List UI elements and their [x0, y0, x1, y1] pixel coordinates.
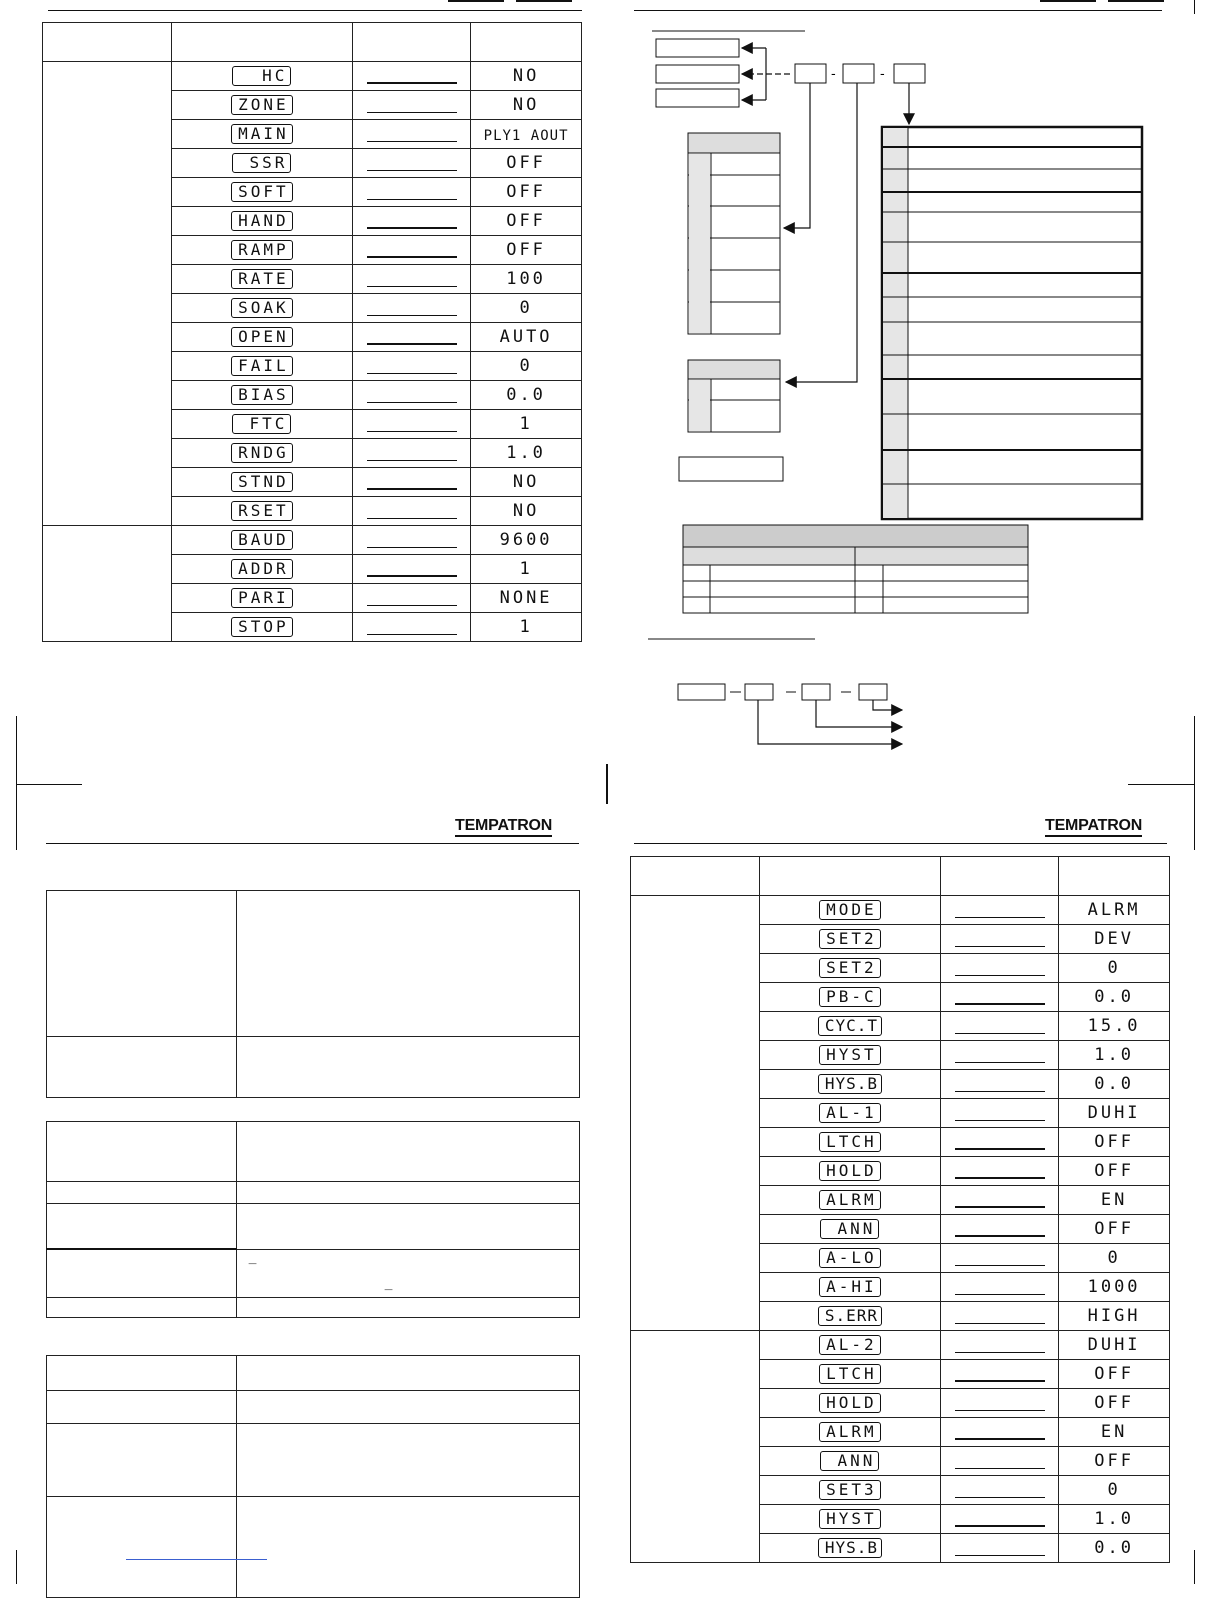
- user-setting-blank[interactable]: [955, 1050, 1045, 1063]
- spec-table-3: [46, 1355, 580, 1598]
- user-setting-blank[interactable]: [955, 1456, 1045, 1469]
- user-setting-blank[interactable]: [367, 158, 457, 171]
- header-tab-1: [448, 0, 504, 2]
- lcd-code: PB-C: [819, 987, 881, 1007]
- lcd-code: HYST: [819, 1045, 881, 1065]
- lcd-code: MAIN: [231, 124, 293, 144]
- user-setting-blank[interactable]: [955, 1398, 1045, 1411]
- lcd-code: ZONE: [231, 95, 293, 115]
- default-value: 1: [519, 414, 533, 434]
- lcd-code: PARI: [231, 588, 293, 608]
- lcd-code: HYS.B: [818, 1538, 882, 1558]
- default-value: OFF: [506, 153, 546, 173]
- lcd-code: HC: [232, 66, 291, 86]
- default-value: 0: [519, 298, 533, 318]
- crop-mark: [16, 784, 82, 785]
- group-cell: [43, 526, 172, 642]
- default-value: OFF: [506, 240, 546, 260]
- user-setting-blank[interactable]: [367, 129, 457, 142]
- default-value: OFF: [1094, 1364, 1134, 1384]
- default-value: 1.0: [506, 443, 546, 463]
- lcd-code: SET2: [819, 929, 881, 949]
- brand-logo: TEMPATRON: [455, 817, 552, 835]
- svg-text:-: -: [880, 67, 885, 82]
- default-value: 0.0: [1094, 1538, 1134, 1558]
- lcd-code: SET3: [819, 1480, 881, 1500]
- default-value: AUTO: [499, 327, 553, 347]
- default-value: NO: [512, 472, 540, 492]
- fold-mark: [606, 764, 608, 804]
- default-value: 1: [519, 617, 533, 637]
- lcd-code: ADDR: [231, 559, 293, 579]
- user-setting-blank[interactable]: [955, 1340, 1045, 1353]
- parameter-table-a: [42, 22, 582, 642]
- default-value: NO: [512, 501, 540, 521]
- user-setting-blank[interactable]: [955, 1194, 1045, 1208]
- user-setting-blank[interactable]: [367, 244, 457, 258]
- code-box-1: [795, 64, 826, 83]
- default-value: 1000: [1087, 1277, 1141, 1297]
- model-box-3: [656, 89, 739, 107]
- parameter-table-b: [630, 856, 1170, 1563]
- lcd-code: CYC.T: [818, 1016, 882, 1036]
- user-setting-blank[interactable]: [955, 1543, 1045, 1556]
- default-value: DUHI: [1087, 1103, 1141, 1123]
- table-row: [631, 1331, 1170, 1360]
- table-row: [43, 62, 582, 91]
- default-value: EN: [1100, 1190, 1128, 1210]
- lcd-code: AL-1: [819, 1103, 881, 1123]
- lcd-code: STOP: [231, 617, 293, 637]
- lcd-code: HAND: [231, 211, 293, 231]
- user-setting-blank[interactable]: [955, 1136, 1045, 1150]
- default-value: NO: [512, 66, 540, 86]
- user-setting-blank[interactable]: [367, 100, 457, 113]
- user-setting-blank[interactable]: [955, 1079, 1045, 1092]
- top-rule-right: [634, 10, 1162, 11]
- user-setting-blank[interactable]: [955, 1165, 1045, 1179]
- user-setting-blank[interactable]: [955, 1368, 1045, 1382]
- user-setting-blank[interactable]: [367, 419, 457, 432]
- default-value: OFF: [1094, 1393, 1134, 1413]
- header-rule: [46, 843, 579, 844]
- lcd-code: ALRM: [819, 1190, 881, 1210]
- lcd-code: LTCH: [819, 1364, 881, 1384]
- spec-table-2: [46, 1121, 580, 1318]
- lcd-code: BIAS: [231, 385, 293, 405]
- default-value: 9600: [499, 530, 553, 550]
- crop-mark: [16, 716, 17, 850]
- user-setting-blank[interactable]: [955, 1282, 1045, 1295]
- user-setting-blank[interactable]: [955, 905, 1045, 918]
- default-value: 1: [519, 559, 533, 579]
- lcd-code: RNDG: [231, 443, 293, 463]
- default-value: OFF: [506, 211, 546, 231]
- user-setting-blank[interactable]: [367, 506, 457, 519]
- ordering-diagram: [600, 14, 1224, 774]
- default-value: HIGH: [1087, 1306, 1141, 1326]
- note-box: [679, 457, 783, 481]
- default-value: NONE: [499, 588, 553, 608]
- lcd-code: FAIL: [231, 356, 293, 376]
- lcd-code: LTCH: [819, 1132, 881, 1152]
- user-setting-blank[interactable]: [367, 476, 457, 490]
- lcd-code: SOFT: [231, 182, 293, 202]
- lcd-code: ANN: [820, 1451, 879, 1471]
- hyperlink-underline[interactable]: [126, 1559, 267, 1560]
- user-setting-blank[interactable]: [955, 1426, 1045, 1440]
- user-setting-blank[interactable]: [367, 331, 457, 345]
- input-type-table: [882, 127, 1142, 519]
- lcd-code: RAMP: [231, 240, 293, 260]
- default-value: 0.0: [506, 385, 546, 405]
- underscore-mark-a: _: [248, 1249, 257, 1265]
- user-setting-blank[interactable]: [955, 963, 1045, 976]
- default-value: 1.0: [1094, 1045, 1134, 1065]
- lcd-code: AL-2: [819, 1335, 881, 1355]
- group-cell: [631, 896, 760, 1331]
- lcd-code: A-HI: [819, 1277, 881, 1297]
- default-value: NO: [512, 95, 540, 115]
- lcd-code: HYS.B: [818, 1074, 882, 1094]
- crop-mark: [1194, 1550, 1195, 1584]
- model-box-1: [656, 39, 739, 57]
- lcd-code: OPEN: [231, 327, 293, 347]
- lcd-code: A-LO: [819, 1248, 881, 1268]
- lcd-code: BAUD: [231, 530, 293, 550]
- header-tab-4: [1108, 0, 1164, 2]
- user-setting-blank[interactable]: [955, 1485, 1045, 1498]
- user-setting-blank[interactable]: [367, 622, 457, 635]
- lcd-code: ALRM: [819, 1422, 881, 1442]
- user-setting-blank[interactable]: [367, 361, 457, 374]
- crop-mark: [16, 1550, 17, 1584]
- user-setting-blank[interactable]: [955, 1253, 1045, 1266]
- lcd-code: RSET: [231, 501, 293, 521]
- user-setting-blank[interactable]: [955, 1311, 1045, 1324]
- default-value: DUHI: [1087, 1335, 1141, 1355]
- default-value: 0: [1107, 1248, 1121, 1268]
- user-setting-blank[interactable]: [367, 70, 457, 84]
- default-value: OFF: [1094, 1451, 1134, 1471]
- lcd-code: RATE: [231, 269, 293, 289]
- lcd-code: FTC: [232, 414, 291, 434]
- brand-logo-right: TEMPATRON: [1045, 817, 1142, 835]
- table-header-row: [631, 857, 1170, 896]
- spec-table-1: [46, 890, 580, 1098]
- user-setting-blank[interactable]: [367, 303, 457, 316]
- default-value: OFF: [1094, 1132, 1134, 1152]
- lcd-code: ANN: [820, 1219, 879, 1239]
- user-setting-blank[interactable]: [955, 1021, 1045, 1034]
- group-cell: [43, 62, 172, 526]
- default-value: EN: [1100, 1422, 1128, 1442]
- user-setting-blank[interactable]: [367, 448, 457, 461]
- lcd-code: S.ERR: [818, 1306, 882, 1326]
- default-value: OFF: [1094, 1219, 1134, 1239]
- default-value: OFF: [1094, 1161, 1134, 1181]
- model-box-2: [656, 65, 739, 83]
- user-setting-blank[interactable]: [367, 390, 457, 403]
- table-row: [631, 896, 1170, 925]
- default-value: PLY1 AOUT: [483, 127, 569, 144]
- default-value: OFF: [506, 182, 546, 202]
- crop-mark: [1194, 716, 1195, 850]
- user-setting-blank[interactable]: [955, 1513, 1045, 1527]
- user-setting-blank[interactable]: [955, 1108, 1045, 1121]
- user-setting-blank[interactable]: [367, 274, 457, 287]
- lcd-code: SET2: [819, 958, 881, 978]
- default-value: 0: [1107, 1480, 1121, 1500]
- top-rule-left: [48, 10, 582, 11]
- code-box-2: [843, 64, 874, 83]
- user-setting-blank[interactable]: [367, 187, 457, 200]
- lcd-code: STND: [231, 472, 293, 492]
- lcd-code: HOLD: [819, 1161, 881, 1181]
- table-header-row: [43, 23, 582, 62]
- default-value: ALRM: [1087, 900, 1141, 920]
- default-value: 0: [519, 356, 533, 376]
- lcd-code: HOLD: [819, 1393, 881, 1413]
- crop-mark: [1194, 0, 1195, 14]
- svg-text:-: -: [831, 67, 836, 82]
- default-value: 0.0: [1094, 987, 1134, 1007]
- user-setting-blank[interactable]: [955, 934, 1045, 947]
- user-setting-blank[interactable]: [367, 563, 457, 577]
- header-tab-2: [516, 0, 572, 2]
- lcd-code: MODE: [819, 900, 881, 920]
- default-value: 0.0: [1094, 1074, 1134, 1094]
- default-value: 15.0: [1087, 1016, 1141, 1036]
- code-box-3: [894, 64, 925, 83]
- user-setting-blank[interactable]: [367, 535, 457, 548]
- default-value: 1.0: [1094, 1509, 1134, 1529]
- user-setting-blank[interactable]: [955, 991, 1045, 1005]
- lcd-code: SOAK: [231, 298, 293, 318]
- lcd-code: SSR: [232, 153, 291, 173]
- crop-mark: [1128, 784, 1194, 785]
- default-value: 0: [1107, 958, 1121, 978]
- user-setting-blank[interactable]: [955, 1223, 1045, 1237]
- group-cell: [631, 1331, 760, 1563]
- default-value: 100: [506, 269, 546, 289]
- underscore-mark-b: _: [384, 1275, 393, 1291]
- table-row: [43, 526, 582, 555]
- header-rule-right: [634, 843, 1167, 844]
- default-value: DEV: [1094, 929, 1134, 949]
- header-tab-3: [1040, 0, 1096, 2]
- user-setting-blank[interactable]: [367, 593, 457, 606]
- user-setting-blank[interactable]: [367, 215, 457, 229]
- lcd-code: HYST: [819, 1509, 881, 1529]
